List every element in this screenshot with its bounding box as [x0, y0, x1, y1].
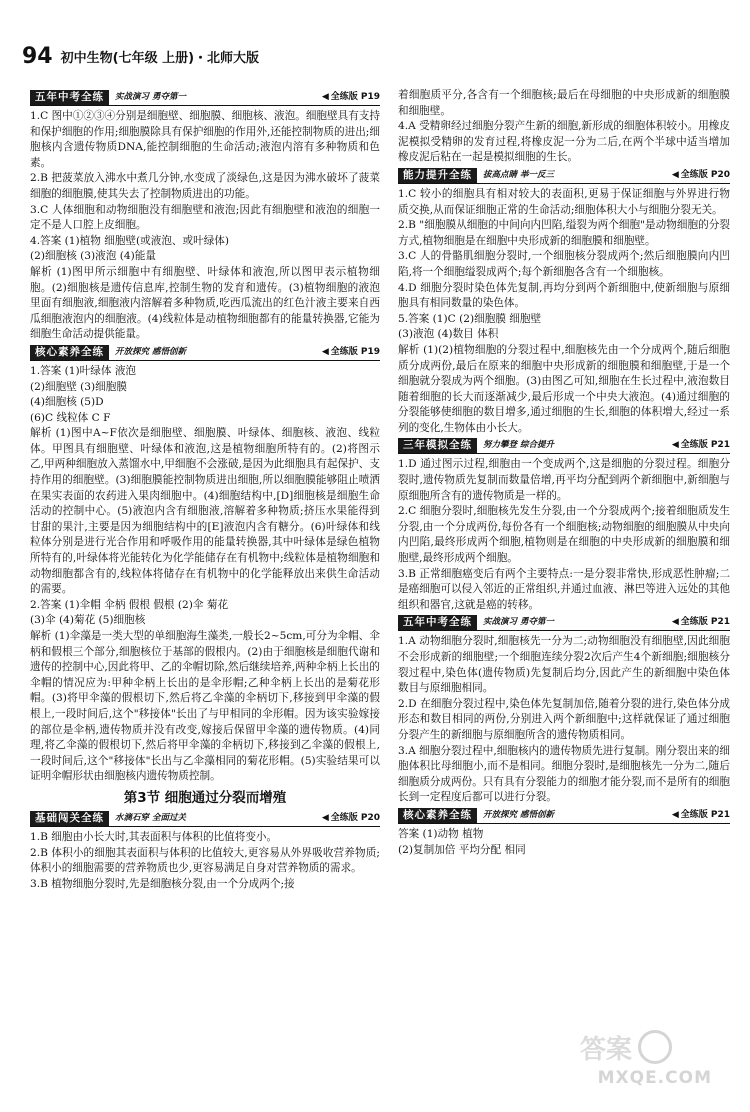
section-banner: [398, 438, 730, 454]
watermark-logo: [562, 1035, 732, 1098]
answer-paragraph: 1.C 图中①②③④分别是细胞壁、细胞膜、细胞核、液泡。细胞壁具有支持和保护细胞的作用;细胞膜除具有保护细胞的作用外,还能控制物质的进出;细胞核内含遗传物质DNA,能控制细胞的生命活动;液泡内溶有多种物质和色素。: [30, 110, 380, 169]
banner-title: 能力提升全练: [398, 168, 477, 183]
banner-page-ref: 全练版 P21: [680, 617, 730, 628]
answer-paragraph: 3.B 植物细胞分裂时,先是细胞核分裂,由一个分成两个;接: [30, 877, 295, 890]
arrow-icon: ◀: [671, 809, 679, 820]
watermark-glyphs: 答案: [579, 1035, 632, 1065]
arrow-icon: ◀: [321, 91, 329, 102]
answer-paragraph: 1.答案 (1)叶绿体 液泡: [30, 364, 137, 377]
answer-paragraph: 3.A 细胞分裂过程中,细胞核内的遗传物质先进行复制。刚分裂出来的细胞体积比母细胞小,而不是相同。细胞分裂时,是细胞核先一分为二,随后细胞质分成两份。只有具有分裂能力的细胞才能分裂,而不是所有的细胞长到一定程度后都可以进行分裂。: [398, 744, 730, 804]
page-number: 94: [22, 43, 53, 69]
section-title: 第3节 细胞通过分裂而增殖: [123, 789, 287, 806]
banner-slogan: 实战演习 勇夺第一: [115, 91, 186, 102]
answer-paragraph: 答案 (1)动物 植物: [398, 827, 484, 840]
arrow-icon: ◀: [671, 169, 679, 180]
answer-paragraph: 解析 (1)(2)植物细胞的分裂过程中,细胞核先由一个分成两个,随后细胞质分成两份,最后在原来的细胞中央形成新的细胞膜和细胞壁,于是一个细胞就分裂成为两个细胞。(3)由图乙可知,细胞在生长过程中,液泡数目随着细胞的长大而逐渐减少,最后形成一个中央大液泡。(4)通过细胞的分裂能够使细胞的数目增多,通过细胞的生长,细胞的体积增大,经过一系列的变化,生物体由小长大。: [398, 343, 730, 434]
section-banner: [398, 615, 730, 631]
answer-paragraph: 2.答案 (1)伞帽 伞柄 假根 假根 (2)伞 菊花: [30, 598, 229, 611]
answer-paragraph: (3)伞 (4)菊花 (5)细胞核: [30, 614, 146, 627]
page-header: [22, 42, 259, 70]
banner-title: 五年中考全练: [398, 615, 477, 630]
answer-paragraph: 3.C 人体细胞和动物细胞没有细胞壁和液泡;因此有细胞壁和液泡的细胞一定不是人口腔上皮细胞。: [30, 203, 380, 232]
answer-paragraph: 5.答案 (1)C (2)细胞膜 细胞壁: [398, 312, 542, 325]
banner-slogan: 拔高点睛 举一反三: [483, 169, 554, 180]
answer-paragraph: 着细胞质平分,各含有一个细胞核;最后在母细胞的中央形成新的细胞膜和细胞壁。: [398, 89, 730, 117]
banner-slogan: 实战演习 勇夺第一: [483, 617, 554, 628]
right-column: [398, 88, 730, 858]
banner-slogan: 努力攀登 综合提升: [483, 440, 554, 451]
banner-slogan: 开放探究 感悟创新: [115, 346, 186, 357]
answer-paragraph: 4.D 细胞分裂时染色体先复制,再均分到两个新细胞中,使新细胞与原细胞具有相同数量的染色体。: [398, 281, 730, 310]
answer-paragraph: (2)复制加倍 平均分配 相同: [398, 843, 526, 856]
answer-paragraph: 解析 (1)图中A~F依次是细胞壁、细胞膜、叶绿体、细胞核、液泡、线粒体。甲图具有细胞壁、叶绿体和液泡,这是植物细胞所特有的。(2)将图示乙,甲两种细胞放入蒸馏水中,甲细胞不会涨破,是因为此细胞具有起保护、支持作用的细胞壁。(3)细胞膜能控制物质进出细胞,所以细胞膜能够阻止喷洒在果实表面的农药进入果肉细胞中。(4)细胞结构中,[D]细胞核是细胞生命活动的控制中心。(5)液泡内含有细胞液,溶解着多种物质;挤压水果能得到甘甜的果汁,主要是因为细胞结构中的[E]液泡内含有糖分。(6)叶绿体和线粒体分别是进行光合作用和呼吸作用的能量转换器,其中叶绿体是绿色植物所特有的,叶绿体将光能转化为化学能储存在有机物中;线粒体是植物细胞和动物细胞都含有的,线粒体将储存在有机物中的化学能释放出来供生命活动的需要。: [30, 427, 380, 596]
left-column: [30, 88, 380, 892]
answer-paragraph: (4)细胞核 (5)D: [30, 396, 104, 409]
arrow-icon: ◀: [671, 440, 679, 451]
banner-title: 五年中考全练: [30, 90, 109, 105]
section-banner: [30, 90, 380, 106]
banner-page-ref: 全练版 P21: [680, 440, 730, 451]
answer-paragraph: (2)细胞核 (3)液泡 (4)能量: [30, 250, 156, 263]
section-banner: [398, 808, 730, 824]
answer-paragraph: 2.B "细胞膜从细胞的中间向内凹陷,缢裂为两个细胞"是动物细胞的分裂方式,植物细胞是在细胞中央形成新的细胞膜和细胞壁。: [398, 219, 730, 247]
banner-slogan: 水滴石穿 全面过关: [115, 812, 186, 823]
banner-page-ref: 全练版 P19: [330, 91, 380, 102]
watermark-circle-icon: [638, 1030, 672, 1064]
section-banner: [398, 168, 730, 184]
answer-paragraph: 3.B 正常细胞癌变后有两个主要特点:一是分裂非常快,形成恶性肿瘤;二是癌细胞可以侵入邻近的正常组织,并通过血液、淋巴等进入远处的其他组织和器官,这就是癌的转移。: [398, 567, 730, 611]
answer-paragraph: (3)液泡 (4)数目 体积: [398, 328, 499, 341]
answer-paragraph: (2)细胞壁 (3)细胞膜: [30, 380, 127, 393]
banner-page-ref: 全练版 P19: [330, 346, 380, 357]
book-title: 初中生物(七年级 上册)・北师大版: [60, 50, 260, 66]
answer-paragraph: 1.C 较小的细胞具有相对较大的表面积,更易于保证细胞与外界进行物质交换,从而保证细胞正常的生命活动;细胞体积大小与细胞分裂无关。: [398, 187, 730, 216]
answer-paragraph: 2.C 细胞分裂时,细胞核先发生分裂,由一个分裂成两个;接着细胞质发生分裂,由一个分成两份,每份各有一个细胞核;动物细胞的细胞膜从中央向内凹陷,最终形成两个细胞,植物则是在细胞的中央形成新的细胞膜和细胞壁,最终形成两个细胞。: [398, 505, 730, 565]
banner-title: 基础闯关全练: [30, 811, 109, 826]
answer-paragraph: 1.D 通过图示过程,细胞由一个变成两个,这是细胞的分裂过程。细胞分裂时,遗传物质先复制而数量倍增,再平均分配到两个新细胞中,新细胞与原细胞所含有的遗传物质是一样的。: [398, 458, 730, 502]
answer-paragraph: 4.A 受精卵经过细胞分裂产生新的细胞,新形成的细胞体积较小。用橡皮泥模拟受精卵的发育过程,将橡皮泥一分为二后,在两个半球中适当增加橡皮泥后粘在一起是模拟细胞的生长。: [398, 120, 730, 164]
answer-paragraph: 解析 (1)图甲所示细胞中有细胞壁、叶绿体和液泡,所以图甲表示植物细胞。(2)细胞核是遗传信息库,控制生物的发育和遗传。(3)植物细胞的液泡里面有细胞液,细胞液内溶解着多种物质,吃西瓜流出的红色汁液主要来自西瓜细胞液泡内的细胞液。(4)线粒体是动植物细胞都有的能量转换器,它能为细胞生命活动提供能量。: [30, 265, 380, 341]
answer-paragraph: (6)C 线粒体 C F: [30, 411, 111, 424]
banner-title: 三年模拟全练: [398, 438, 477, 453]
answer-paragraph: 2.B 把菠菜放入沸水中煮几分钟,水变成了淡绿色,这是因为沸水破坏了菠菜细胞的细胞膜,使其失去了控制物质进出的功能。: [30, 172, 380, 200]
arrow-icon: ◀: [671, 617, 679, 628]
answer-paragraph: 1.B 细胞由小长大时,其表面积与体积的比值将变小。: [30, 830, 278, 843]
banner-slogan: 开放探究 感悟创新: [483, 809, 554, 820]
watermark-site: MXQE.COM: [597, 1068, 712, 1088]
banner-page-ref: 全练版 P20: [330, 812, 380, 823]
answer-paragraph: 2.D 在细胞分裂过程中,染色体先复制加倍,随着分裂的进行,染色体分成形态和数目相同的两份,分别进入两个新细胞中;这样就保证了通过细胞分裂产生的新细胞与原细胞所含的遗传物质相同。: [398, 697, 730, 741]
banner-page-ref: 全练版 P21: [680, 809, 730, 820]
banner-page-ref: 全练版 P20: [680, 169, 730, 180]
answer-paragraph: 4.答案 (1)植物 细胞壁(或液泡、或叶绿体): [30, 234, 230, 247]
answer-paragraph: 1.A 动物细胞分裂时,细胞核先一分为二;动物细胞没有细胞壁,因此细胞不会形成新的细胞壁;一个细胞连续分裂2次后产生4个新细胞;细胞核分裂过程中,染色体(遗传物质)先复制后均分,因此产生的新细胞中染色体数目与原细胞相同。: [398, 635, 730, 695]
answer-paragraph: 解析 (1)伞藻是一类大型的单细胞海生藻类,一般长2~5cm,可分为伞帽、伞柄和假根三个部分,细胞核位于基部的假根内。(2)由于细胞核是细胞代谢和遗传的控制中心,因此将甲、乙的伞帽切除,然后继续培养,两种伞柄上长出的伞帽的情况应为:甲种伞柄上长出的是伞形帽;乙种伞柄上长出的是菊花形帽。(3)将甲伞藻的假根切下,然后将乙伞藻的伞柄切下,移接到甲伞藻的假根上,一段时间后,这个"移接体"长出了与甲相同的伞形帽。因为该实验嫁接的部位是伞柄,遗传物质并没有改变,嫁接后保留甲伞藻的遗传物质。(4)同理,将乙伞藻的假根切下,然后将甲伞藻的伞柄切下,移接到乙伞藻的假根上,一段时间后,这个"移接体"长出与乙伞藻相同的菊花形帽。(5)实验结果可以证明伞帽形状由细胞核内遗传物质控制。: [30, 630, 380, 783]
section-banner: [30, 811, 380, 827]
banner-title: 核心素养全练: [398, 808, 477, 823]
answer-paragraph: 2.B 体积小的细胞其表面积与体积的比值较大,更容易从外界吸收营养物质;体积小的细胞需要的营养物质也少,更容易满足自身对营养物质的需求。: [30, 846, 380, 875]
arrow-icon: ◀: [321, 812, 329, 823]
arrow-icon: ◀: [321, 346, 329, 357]
answer-paragraph: 3.C 人的骨骼肌细胞分裂时,一个细胞核分裂成两个;然后细胞膜向内凹陷,将一个细胞缢裂成两个;每个新细胞各含有一个细胞核。: [398, 250, 730, 278]
banner-title: 核心素养全练: [30, 345, 109, 360]
section-banner: [30, 345, 380, 361]
